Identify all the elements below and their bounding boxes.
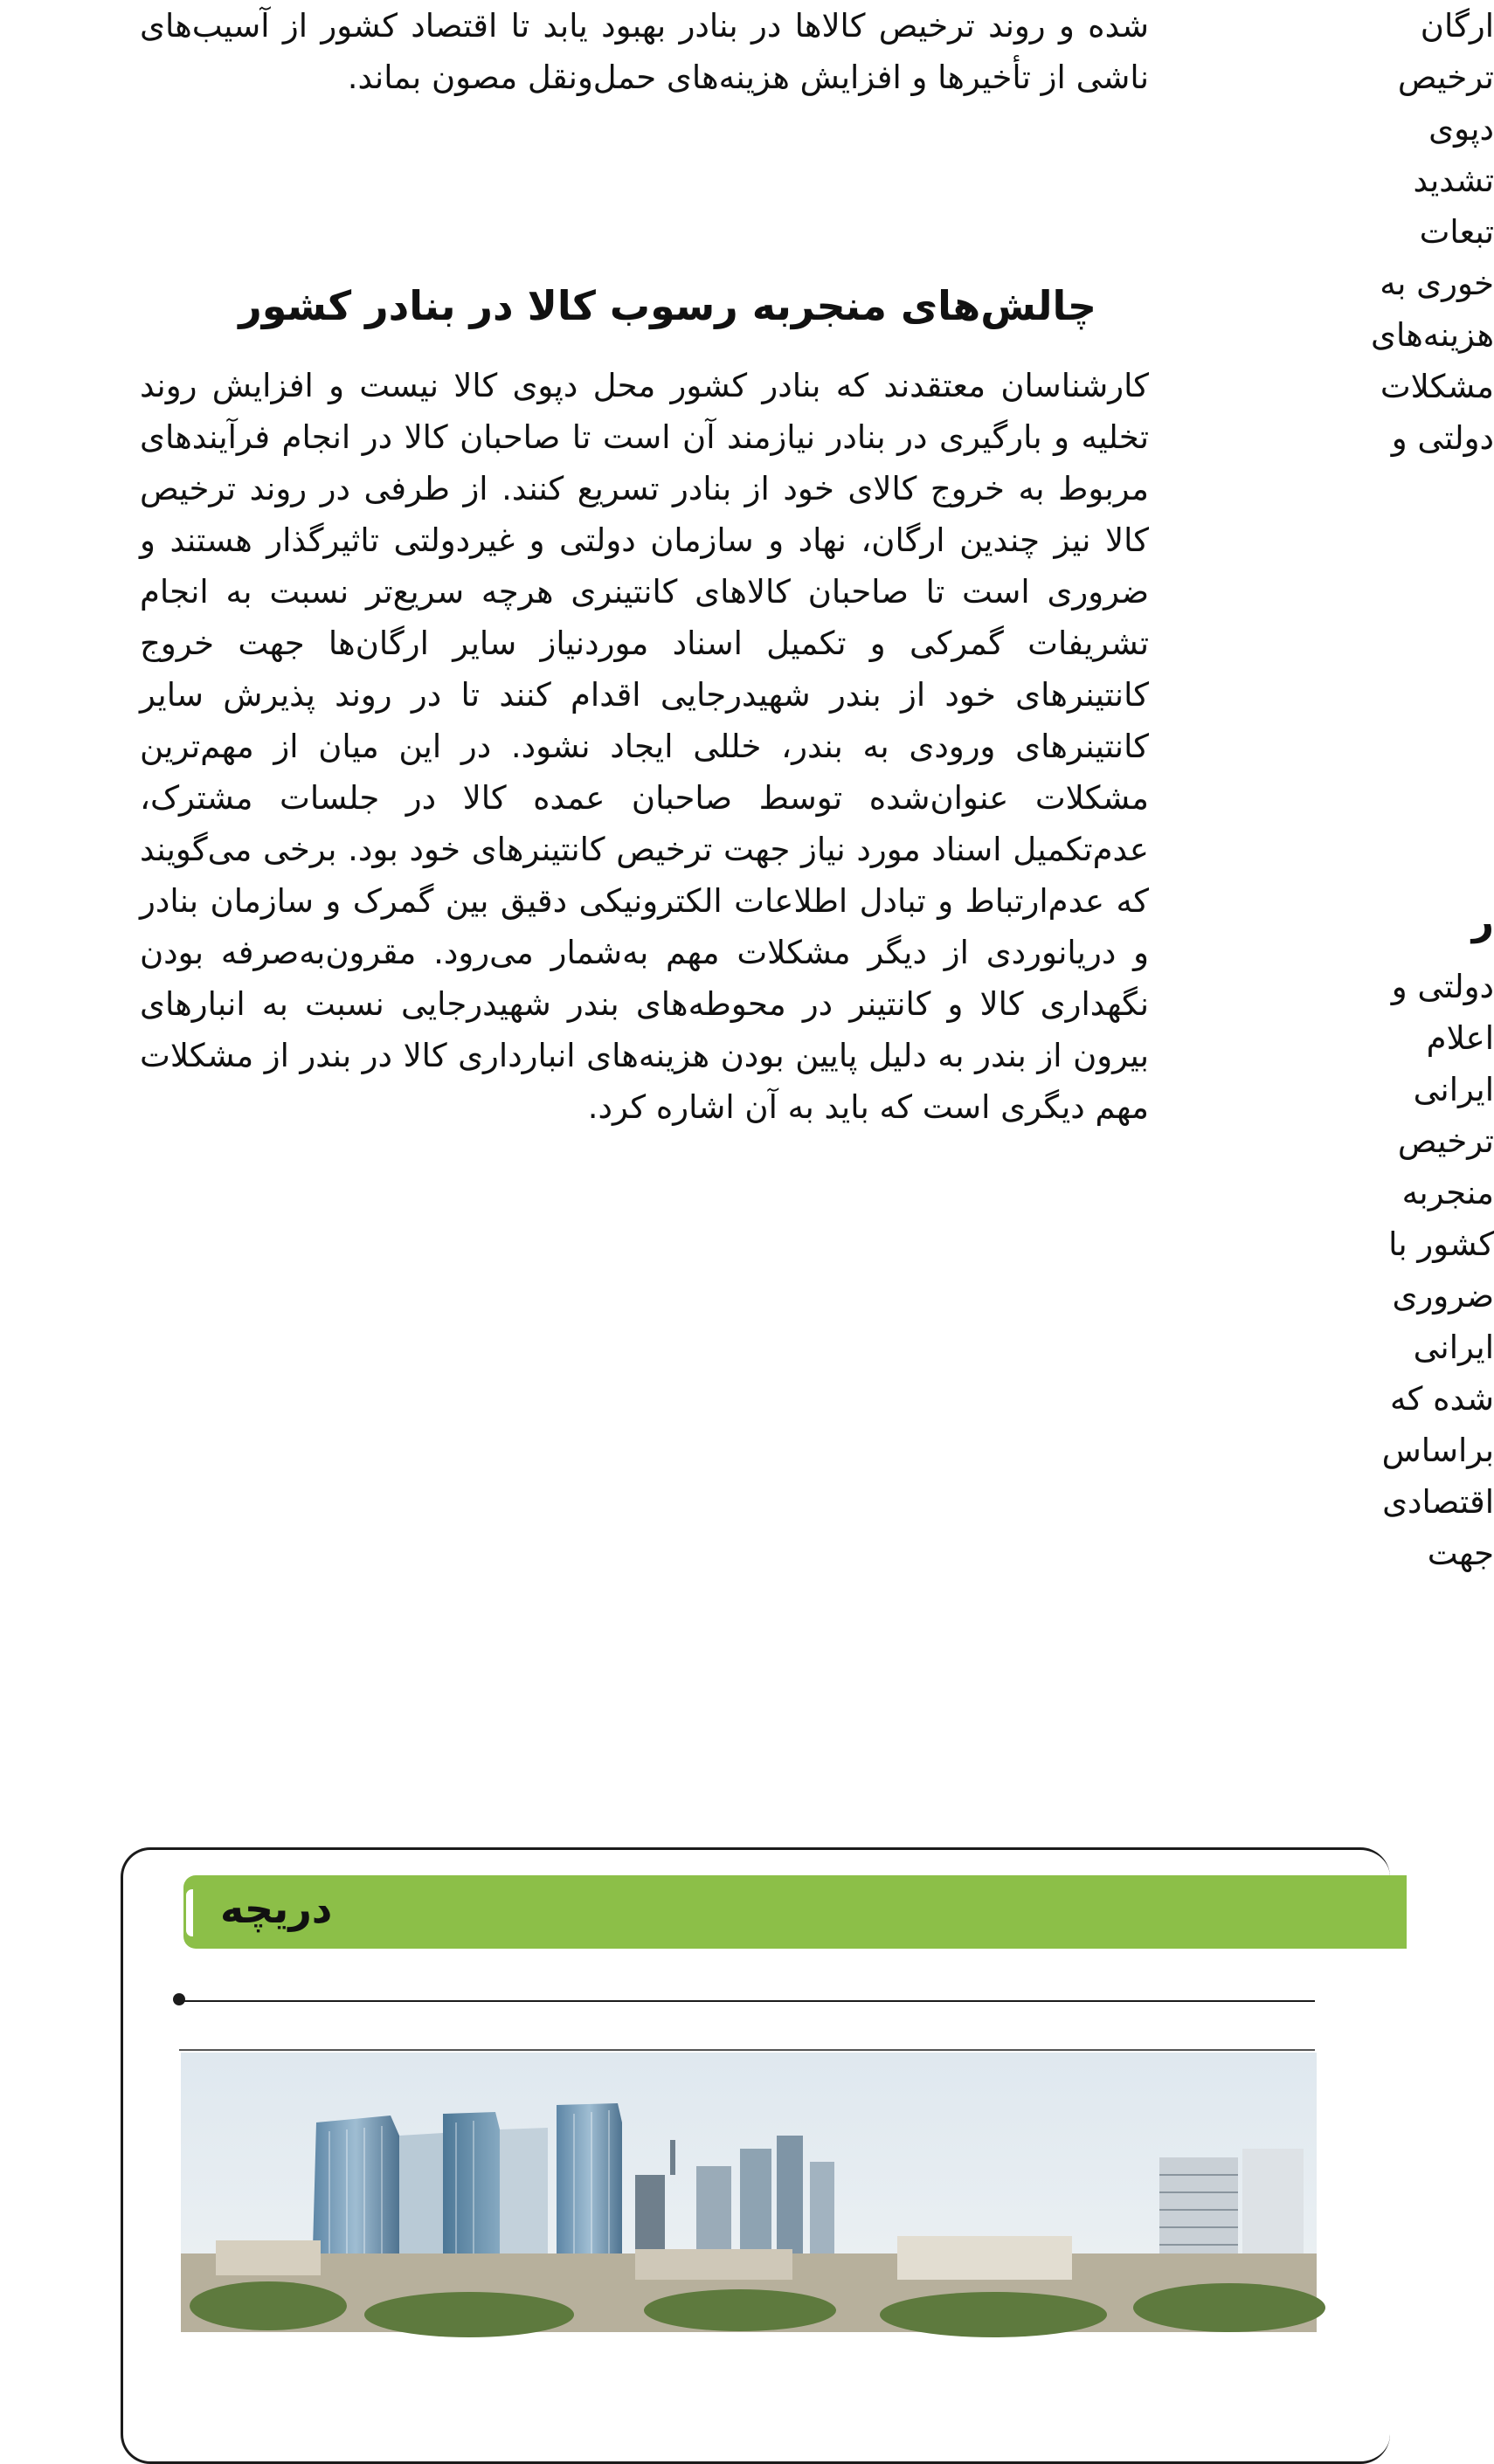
side-fragment: مشکلات	[1380, 368, 1494, 405]
side-fragment: تبعات	[1419, 213, 1494, 251]
side-column-bottom	[1232, 896, 1494, 1579]
side-fragment: خوری به	[1380, 265, 1494, 302]
skyline-illustration	[181, 2053, 1317, 2332]
side-fragment: منجربه	[1401, 1174, 1494, 1211]
side-fragment: براساس	[1381, 1432, 1494, 1469]
side-fragment: جهت	[1427, 1535, 1494, 1572]
side-fragment: تشدید	[1413, 162, 1494, 199]
side-fragment: اقتصادی	[1382, 1483, 1494, 1521]
side-fragment: هزینه‌های	[1371, 316, 1494, 354]
side-fragment: ارگان	[1420, 7, 1494, 45]
side-heading-fragment: ر	[1471, 900, 1494, 944]
divider	[179, 2000, 1315, 2002]
side-fragment: دولتی و	[1391, 419, 1494, 457]
article-body: کارشناسان معتقدند که بنادر کشور محل دپوی کالا نیست و افزایش روند تخلیه و بارگیری در بنادر نیازمند آن است تا صاحبان کالا در انجام فرآیندهای مربوط به خروج کالای خود از بنادر تسریع کنند. از طرفی در روند ترخیص کالا نیز چندین ارگان، نهاد و سازمان دولتی و غیردولتی تاثیرگذار هستند و ضروری است تا صاحبان کالاهای کانتینری هرچه سریع‌تر نسبت به انجام تشریفات گمرکی و تکمیل اسناد موردنیاز سایر ارگان‌ها جهت خروج کانتینرهای خود از بندر شهیدرجایی اقدام کنند تا در روند پذیرش سایر کانتینرهای ورودی به بندر، خللی ایجاد نشود. در این میان از مهم‌ترین مشکلات عنوان‌شده توسط صاحبان عمده کالا در جلسات مشترک، عدم‌تکمیل اسناد مورد نیاز جهت ترخیص کانتینرهای خود بود. برخی می‌گویند که عدم‌ارتباط و تبادل اطلاعات الکترونیکی دقیق بین گمرک و سازمان بنادر و دریانوردی از دیگر مشکلات مهم به‌شمار می‌رود. مقرون‌به‌صرفه بودن نگهداری کالا و کانتینر در محوطه‌های بندر شهیدرجایی نسبت به انبارهای بیرون از بندر به دلیل پایین بودن هزینه‌های انبارداری کالا در بندر از مشکلات مهم دیگری است که باید به آن اشاره کرد.	[140, 367, 1149, 1126]
side-fragment: ایرانی	[1413, 1329, 1494, 1366]
divider	[179, 2049, 1315, 2051]
side-fragment: ایرانی	[1413, 1071, 1494, 1108]
divider-dot	[173, 1993, 185, 2005]
city-skyline-photo	[181, 2053, 1317, 2332]
feature-box-header	[183, 1875, 1407, 1949]
side-fragment: کشور با	[1388, 1225, 1494, 1263]
side-fragment: ضروری	[1392, 1277, 1494, 1315]
side-fragment: اعلام	[1426, 1019, 1494, 1057]
side-fragment: شده که	[1389, 1380, 1494, 1418]
feature-box-title: دریچه	[220, 1885, 333, 1932]
side-fragment: دولتی و	[1391, 968, 1494, 1005]
side-fragment: دپوی	[1428, 110, 1494, 148]
feature-box-tab	[183, 1887, 196, 1939]
side-fragment: ترخیص	[1397, 59, 1494, 96]
intro-paragraph: شده و روند ترخیص کالاها در بنادر بهبود یابد تا اقتصاد کشور از آسیب‌های ناشی از تأخیرها و افزایش هزینه‌های حمل‌ونقل مصون بماند.	[140, 7, 1149, 96]
side-column-top	[1232, 0, 1494, 464]
side-fragment: ترخیص	[1397, 1122, 1494, 1160]
article-title: چالش‌های منجربه رسوب کالا در بنادر کشور	[239, 282, 1096, 329]
